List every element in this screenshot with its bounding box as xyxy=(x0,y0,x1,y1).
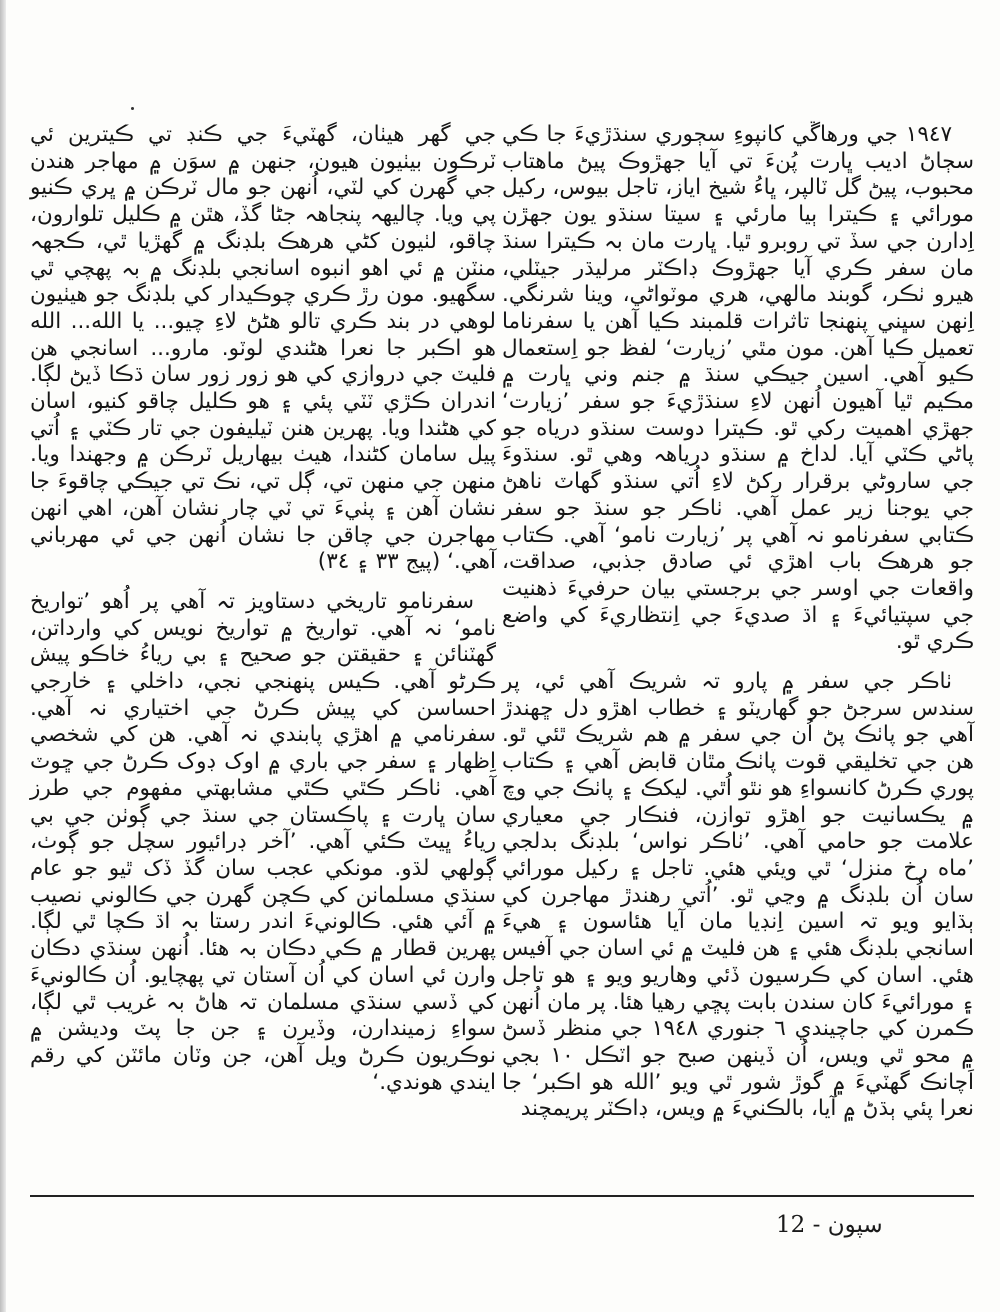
page-footer xyxy=(776,1212,883,1238)
magazine-name: سپون xyxy=(827,1212,883,1238)
article-paragraph: جي گهر هيٺان، گهٽيءَ جي ڪنڊ تي ڪيترين ئي ٽرڪون بيٺيون هيون، جنهن ۾ سوَن ۾ مهاجر هندن جي گهرن کي لٽي، اُنهن جو مال ٽرڪن ۾ ڀري ڪنيو پي ويا. چاليهہ پنجاهہ جڻا گڏ، هٿن ۾ ڪليل تلوارون، چاقو، لٺيون کڻي هرهڪ بلڊنگ ۾ گهڙيا ٿي، ڪجهہ منٽن ۾ ئي اهو انبوه اسانجي بلڊنگ ۾ بہ پهچي ٿي سگهيو. مون رڙ ڪري چوڪيدار کي بلڊنگ جو هيٺيون لوهي در بند ڪري تالو هڻڻ لاءِ چيو... يا الله... الله هو اڪبر جا نعرا هڻندي لوٽو. مارو... اسانجي هن فليٽ جي دروازي کي هو زور زور سان ڌڪا ڏيڻ لڳا. اندران ڪڙي ٽٽي پئي ۽ هو ڪليل چاقو کنيو، اسان کي هڻندا ويا. پهرين هنن ٽيليفون جي تار ڪٽي ۽ اُتي پيل سامان کڻندا، هيٺ بيهاريل ٽرڪن ۾ وجهندا ويا. منهن جي منهن تي، ڳل تي، نڪ تي جيڪي چاقوءَ جا نشان آهن ۽ پٺيءَ تي ٽي چار نشان آهن، اهي انهن مهاجرن جي چاقن جا نشان اُنهن جي ئي مهرباني آهي.‘ (پيج ٣٣ ۽ ٣٤) xyxy=(30,122,496,575)
page-number: 12 xyxy=(776,1212,806,1238)
footer-rule xyxy=(30,1195,974,1197)
article-paragraph: ١٩٤٧ جي ورهاڱي کانپوءِ سڄوري سنڌڙيءَ جا ڪي سڄاڻ اديب ڀارت پُنءَ تي آيا جهڙوڪ پيڻ ماهتاب محبوب، پيڻ گل ٽالپر، ڀاءُ شيخ اياز، تاجل بيوس، رکيل مورائي ۽ ڪيترا ٻيا مارئي ۽ سيتا سنڌو يون جهڙن اِدارن جي سڏ تي روبرو ٿيا. ڀارت مان بہ ڪيترا سنڌ مان سفر ڪري آيا جهڙوڪ ڊاڪٽر مرليڌر جيٽلي، هيرو ٺڪر، گوبند مالهي، هري موٽواڻي، وينا شرنگي. اِنهن سڀني پنهنجا تاثرات قلمبند ڪيا آهن يا سفرناما تعميل ڪيا آهن. مون مٿي ’زيارت‘ لفظ جو اِستعمال ڪيو آهي. اسين جيڪي سنڌ ۾ جنم وني ڀارت ۾ مڪيم ٿيا آهيون اُنهن لاءِ سنڌڙيءَ جو سفر ’زيارت‘ جهڙي اهميت رکي ٿو. ڪيترا دوست سنڌو درياه جو پاڻي ڪٽي آيا. لداخ ۾ سنڌو درياهہ وهي ٿو. سنڌوءَ جي ساروڻي برقرار رکڻ لاءِ اُتي سنڌو گهاٽ ناهڻ جي يوجنا زير عمل آهي. ٺاڪر جو سنڌ جو سفر ڪتابي سفرنامو نہ آهي پر ’زيارت نامو‘ آهي. ڪتاب جو هرهڪ باب اهڙي ئي صادق جذبي، صداقت، واقعات جي اوسر جي برجستي بيان حرفيءَ ذهنيت جي سپتيائيءَ ۽ اڌ صديءَ جي اِنتظاريءَ کي واضع ڪري ٿو. xyxy=(502,122,974,655)
footer-separator: - xyxy=(812,1212,821,1238)
article-column-left xyxy=(30,122,496,1096)
scan-page-edge xyxy=(0,0,6,1312)
article-paragraph: ٺاڪر جي سفر ۾ پارو تہ شريڪ آهي ئي، پر سندس سرجڻ جو گهاريٽو ۽ خطاب اهڙو دل ڇهندڙ آهي جو پاٺڪ پڻ اُن جي سفر ۾ هم شريڪ ٿئي ٿو. هن جي تخليقي قوت پاٺڪ مٿان قابض آهي ۽ ڪتاب پوري ڪرڻ کانسواءِ هو نٿو اُٿي. ليکڪ ۽ پاٺڪ جي وچ ۾ يڪسانيت جو اهڙو توازن، فنڪار جي معياري علامت جو حامي آهي. ’ٺاڪر نواس‘ بلڊنگ بدلجي ’ماه رخ منزل‘ ٿي ويئي هئي. تاجل ۽ رکيل مورائي سان اُن بلڊنگ ۾ وڃي ٿو. ’اُتي رهندڙ مهاجرن کي ٻڌايو ويو تہ اسين اِنڊيا مان آيا هئاسون ۽ هيءَ اسانجي بلڊنگ هئي ۽ هن فليٽ ۾ ئي اسان جي آفيس هئي. اسان کي ڪرسيون ڏئي وهاريو ويو ۽ هو تاجل ۽ مورائيءَ کان سندن بابت پڇي رهيا هئا. پر مان اُنهن ڪمرن کي جاچيندي ٦ جنوري ١٩٤٨ جي منظر ڏسڻ ۾ محو ٿي ويس، اُن ڏينهن صبح جو اٽڪل ١٠ بجي اَچانڪ گهٽيءَ ۾ گوڙ شور ٿي ويو ’الله هو اڪبر‘ جا نعرا پئي ٻڌڻ ۾ آيا، بالڪنيءَ ۾ ويس، ڊاڪٽر پريمچند xyxy=(502,669,974,1122)
article-paragraph: سفرنامو تاريخي دستاويز تہ آهي پر اُهو ’تواريخ نامو‘ نہ آهي. تواريخ ۾ تواريخ نويس کي وارداتن، گهٽنائن ۽ حقيقتن جو صحيح ۽ بي رياءُ خاڪو پيش ڪرڻو آهي. ڪيس پنهنجي نجي، داخلي ۽ خارجي احساسن کي پيش ڪرڻ جي اختياري نہ آهي. سفرنامي ۾ اهڙي پابندي نہ آهي. هن کي شخصي اِظهار ۽ سفر جي باري ۾ اوک ڊوک ڪرڻ جي ڇوٽ آهي. ٺاڪر ڪٿي ڪٿي مشابهتي مفهوم جي طرز سان ڀارت ۽ پاڪستان جي سنڌ جي ڳوٺن جي بي رياءُ ڀيٽ ڪئي آهي. ’آخر ڊرائيور سچل جو ڳوٺ، ڳولهي لڌو. مونکي عجب سان گڏ ڏک ٿيو جو عام سنڌي مسلمانن کي ڪچن گهرن جي ڪالوني نصيب ۾ آئي هئي. ڪالونيءَ اندر رستا بہ اڌ ڪچا ٿي لڳا. پهرين قطار ۾ ڪي دڪان بہ هئا. اُنهن سنڌي دڪان وارن ئي اسان کي اُن آستان تي پهچايو. اُن ڪالونيءَ کي ڏسي سنڌي مسلمان تہ هاڻ بہ غريب ٿي لڳا، سواءِ زميندارن، وڏيرن ۽ جن جا پٽ وديشن ۾ نوڪريون ڪرڻ ويل آهن، جن وٽان مائٽن کي رقم ايندي هوندي.‘ xyxy=(30,588,496,1095)
article-column-right xyxy=(502,122,974,1123)
scan-speck xyxy=(131,107,134,110)
